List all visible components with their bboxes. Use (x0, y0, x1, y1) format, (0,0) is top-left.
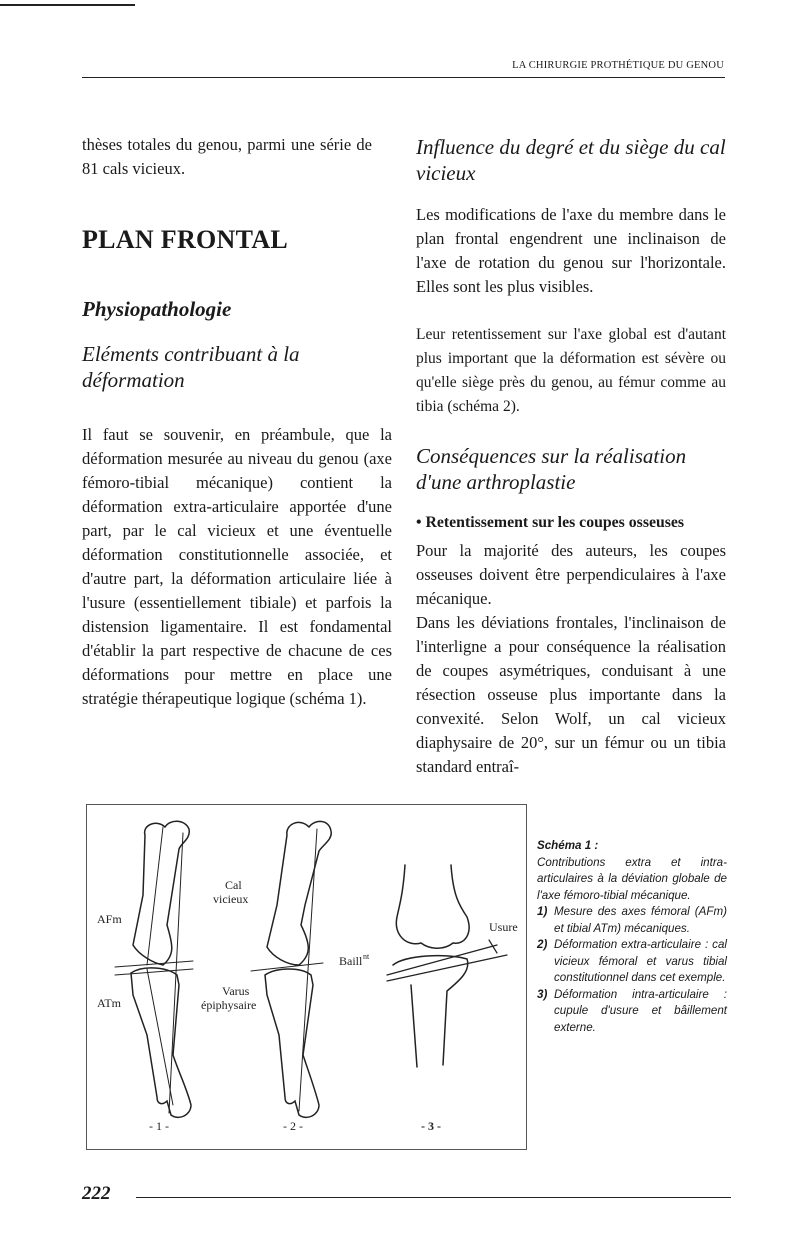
running-header: LA CHIRURGIE PROTHÉTIQUE DU GENOU (512, 60, 724, 71)
section-title: PLAN FRONTAL (82, 225, 289, 254)
panel-label-2: - 2 - (283, 1119, 303, 1133)
caption-item-num: 2) (537, 938, 548, 951)
caption-text: Contributions extra et intra-articulaires à la déviation globale de l'axe fémoro-tibial mécanique. (537, 855, 727, 902)
right-para-4: Dans les déviations frontales, l'inclinaison de l'interligne a pour conséquence la réalisation de coupes asymétriques, conduisant à une résection osseuse plus importante dans la convexité. Selon Wolf, un cal vicieux diaphysaire de 20°, sur un fémur ou un tibia standard entraî- (416, 613, 726, 776)
femur-3 (396, 865, 469, 948)
label-atm: ATm (97, 996, 121, 1010)
mech-line-1 (169, 833, 183, 1113)
label-cal: Cal (225, 878, 242, 892)
joint-line-1b (115, 969, 193, 975)
right-para-3: Pour la majorité des auteurs, les coupes osseuses doivent être perpendiculaires à l'axe mécanique. (416, 541, 726, 608)
caption-item (537, 904, 727, 937)
label-epiphysaire: épiphysaire (201, 998, 257, 1012)
bullet-title: • Retentissement sur les coupes osseuses (416, 514, 685, 531)
figure-caption (537, 838, 727, 1036)
right-heading-consequences: Conséquences sur la réalisation d'une arthroplastie (416, 444, 687, 494)
label-vicieux: vicieux (213, 892, 249, 906)
right-para-2: Leur retentissement sur l'axe global est d'autant plus important que la déformation est sévère ou qu'elle siège près du genou, au fémur comme au tibia (schéma 2). (416, 326, 726, 415)
page-number: 222 (82, 1183, 111, 1204)
figure-schema-1 (86, 804, 527, 1150)
label-afm: AFm (97, 912, 122, 926)
caption-item-num: 3) (537, 987, 548, 1001)
caption-item (537, 937, 727, 987)
label-usure: Usure (489, 920, 518, 934)
caption-item (537, 987, 727, 1037)
caption-item-text: Mesure des axes fémoral (AFm) et tibial ATm) mécaniques. (554, 905, 727, 935)
tibial-axis-1 (147, 969, 173, 1105)
tibia-2 (265, 969, 319, 1117)
left-body-text: Il faut se souvenir, en préambule, que la déformation mesurée au niveau du genou (axe fémoro-tibial mécanique) contient la déformation extra-articulaire apportée d'une part, par le cal vicieux et une éventuelle déformation constitutionnelle associée, et d'autre part, la déformation articulaire liée à l'usure (essentiellement tibiale) et parfois la distension ligamentaire. Il est fondamental d'établir la part respective de chacune de ces déformations pour mettre en place une stratégie thérapeutique logique (schéma 1). (82, 425, 392, 708)
left-intro-text: thèses totales du genou, parmi une série de 81 cals vicieux. (82, 135, 372, 178)
femur-2 (267, 821, 331, 965)
label-baill-sup: nt (363, 952, 370, 961)
femoral-axis-1 (147, 827, 163, 965)
right-para-1: Les modifications de l'axe du membre dans le plan frontal engendrent une inclinaison de l'axe de rotation du genou sur l'horizontale. Elles sont les plus visibles. (416, 205, 726, 296)
tibia-3 (393, 956, 468, 1067)
caption-item-text: Déformation extra-articulaire : cal vicieux fémoral et varus tibial constitutionnel dans cet exemple. (554, 938, 727, 984)
footer-rule (136, 1197, 731, 1198)
caption-item-text: Déformation intra-articulaire : cupule d'usure et bâillement externe. (554, 987, 727, 1034)
panel-label-1: - 1 - (149, 1119, 169, 1133)
top-left-rule (0, 4, 135, 6)
figure-drawing (87, 805, 526, 1149)
header-rule (82, 77, 725, 78)
label-varus: Varus (222, 984, 250, 998)
right-heading-influence: Influence du degré et du siège du cal vicieux (416, 135, 726, 185)
caption-item-num: 1) (537, 905, 548, 918)
subsection-title: Physiopathologie (82, 297, 232, 321)
joint-line-2 (251, 963, 323, 971)
caption-list (537, 904, 727, 1036)
panel-label-3: - 3 - (421, 1119, 441, 1133)
subsubsection-title: Eléments contribuant à la déformation (82, 342, 300, 392)
label-baill: Baill (339, 954, 363, 968)
caption-title: Schéma 1 : (537, 839, 599, 852)
